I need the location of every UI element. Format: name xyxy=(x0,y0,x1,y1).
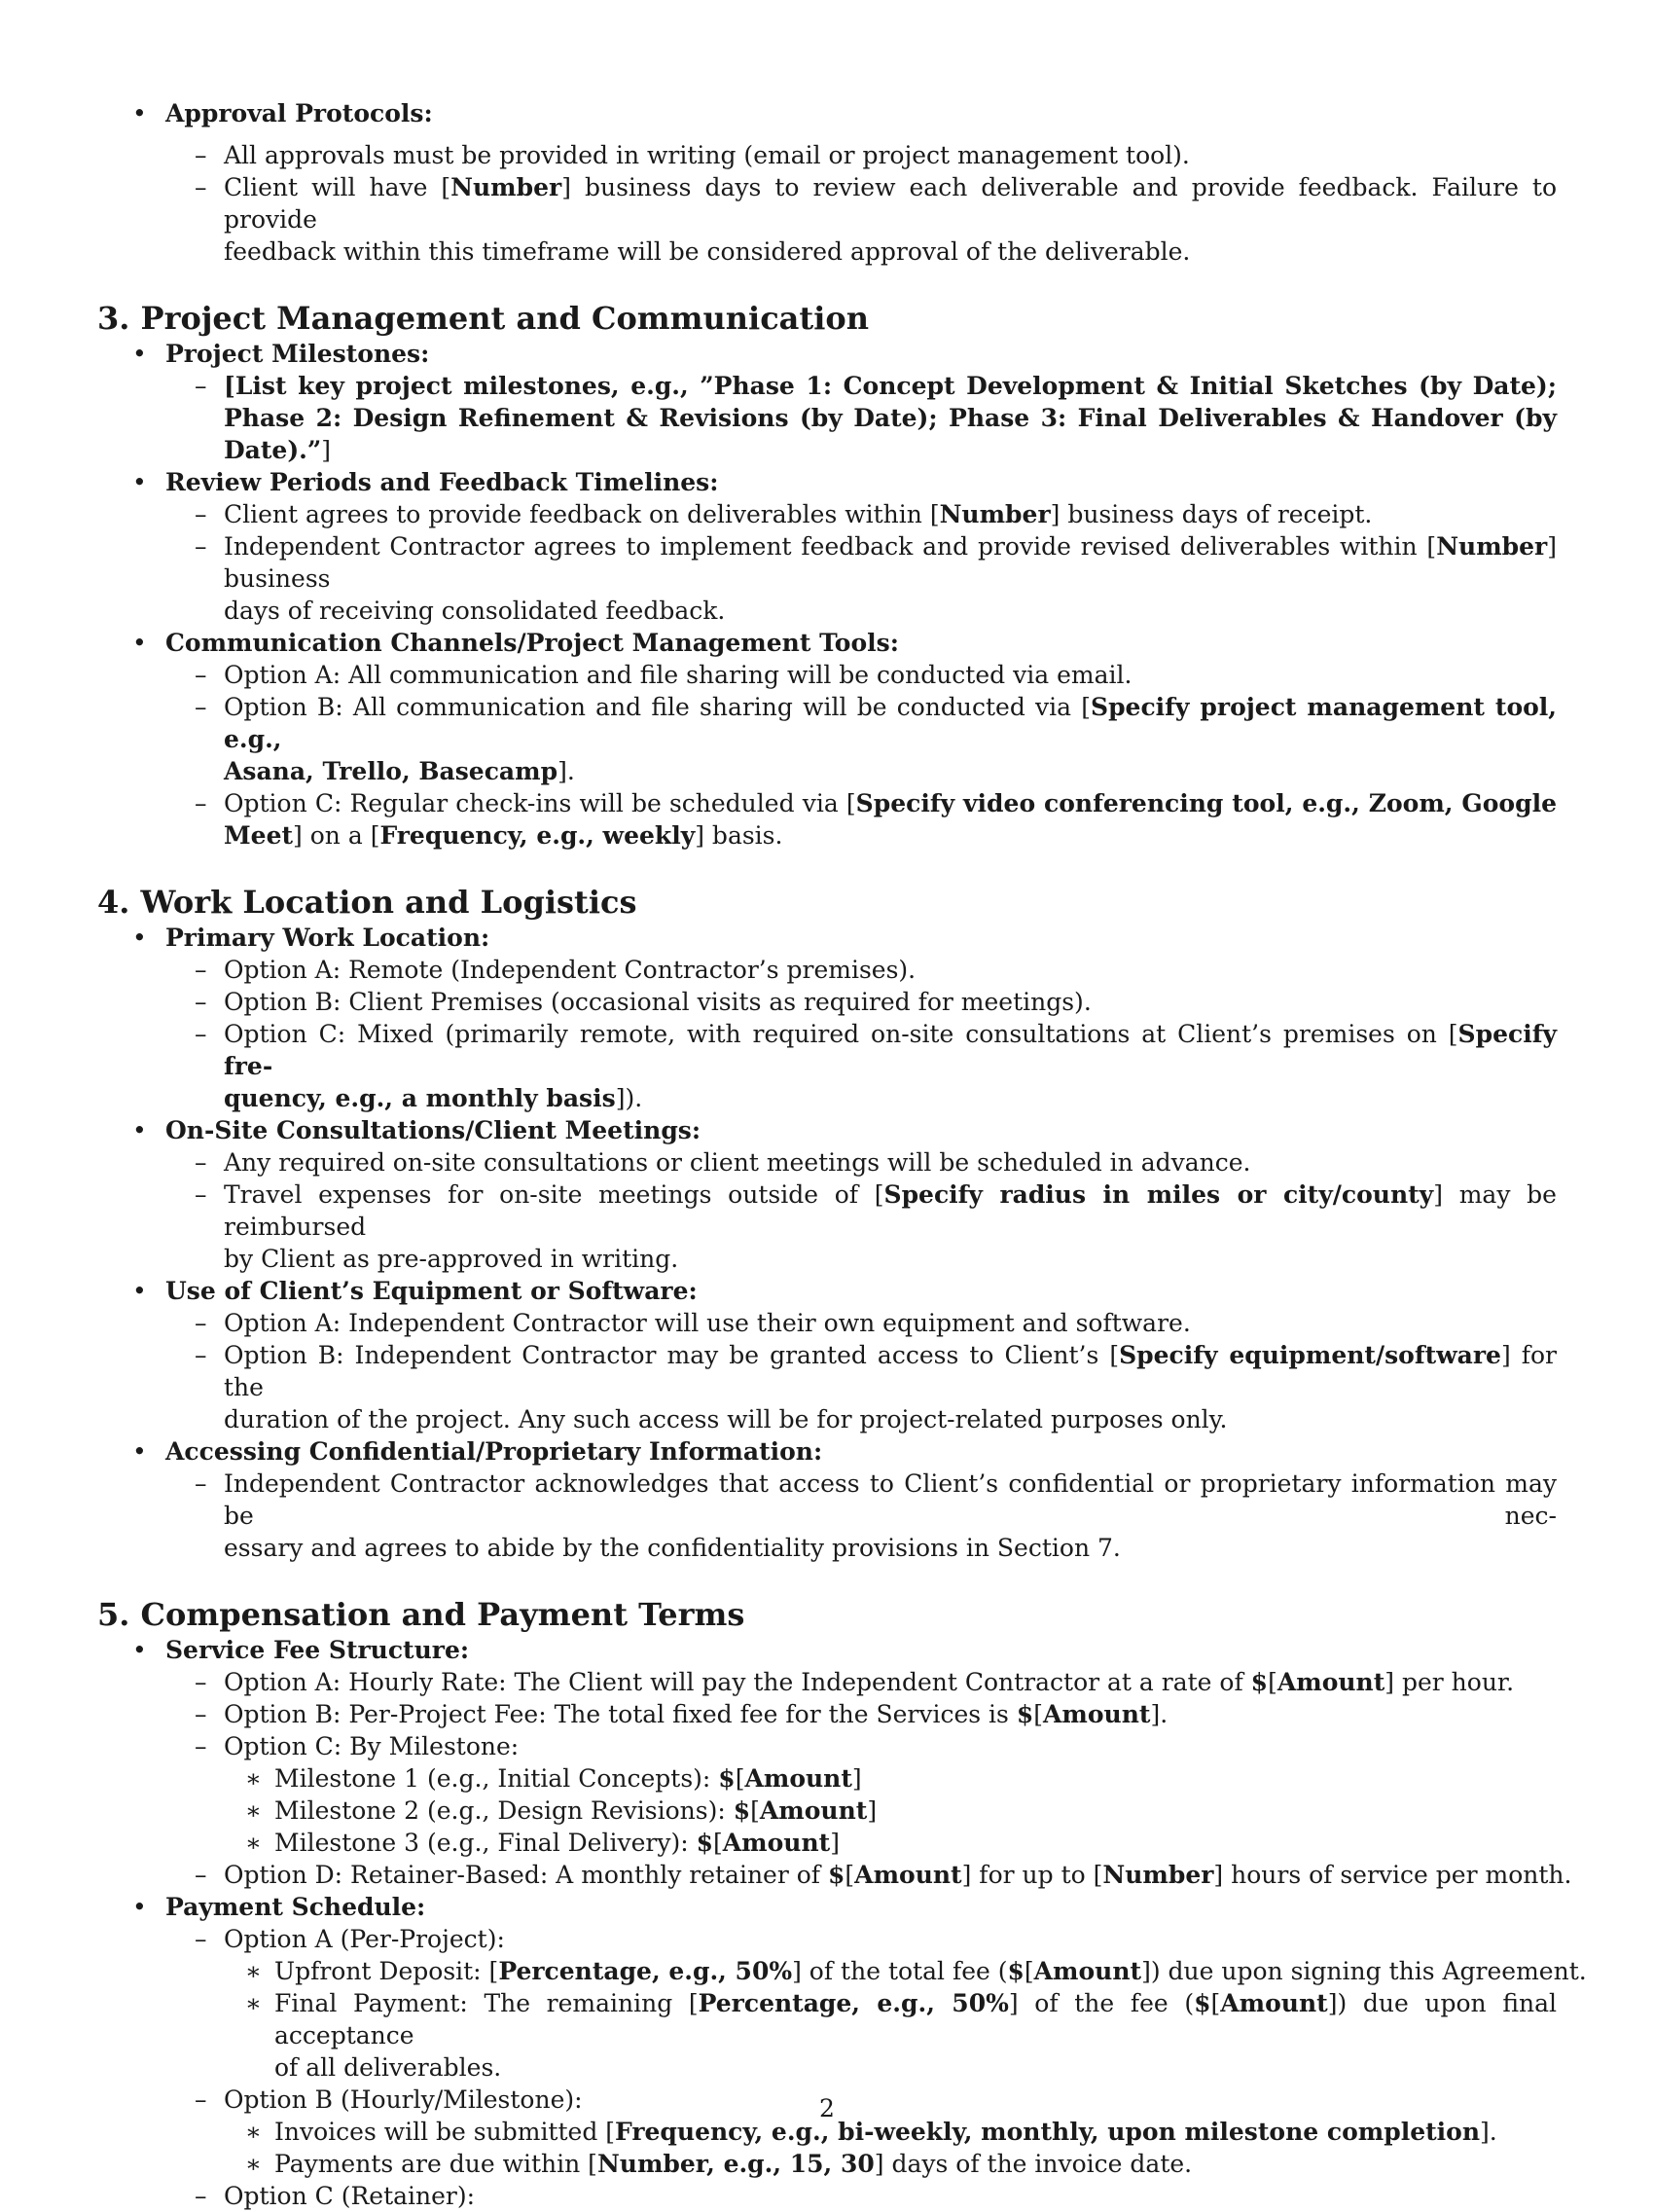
section-3-title: 3. Project Management and Communication xyxy=(97,300,869,337)
list-item-continuation: quency, e.g., a monthly basis]). xyxy=(224,1084,643,1112)
list-item-continuation: essary and agrees to abide by the confidentiality provisions in Section 7. xyxy=(224,1534,1121,1562)
list-item-continuation: Meet] on a [Frequency, e.g., weekly] basis. xyxy=(224,821,783,850)
list-item-continuation: Asana, Trello, Basecamp]. xyxy=(224,757,575,785)
list-item: – Option A: Independent Contractor will use their own equipment and software. xyxy=(195,1309,1191,1337)
sub-list-item: ∗ Invoices will be submitted [Frequency, e.g., bi-weekly, monthly, upon milestone completion]. xyxy=(245,2118,1497,2146)
sub-list-item: ∗ Milestone 1 (e.g., Initial Concepts): $[Amount] xyxy=(245,1764,862,1793)
sub-list-item-continuation: of all deliverables. xyxy=(274,2053,502,2082)
bullet-service-fee-structure: • Service Fee Structure: xyxy=(132,1636,470,1664)
list-item: – Option C: Regular check-ins will be scheduled via [Specify video conferencing tool, e.g., Zoom, Google xyxy=(195,789,1557,817)
list-item: – Option B: Independent Contractor may be granted access to Client’s [Specify equipment/software] for the xyxy=(195,1341,1557,1401)
list-item: – Independent Contractor agrees to implement feedback and provide revised deliverables within [Number] business xyxy=(195,532,1557,593)
list-item: – Option B (Hourly/Milestone): xyxy=(195,2085,583,2114)
list-item: – Option B: Client Premises (occasional visits as required for meetings). xyxy=(195,988,1092,1016)
list-item: – Any required on-site consultations or client meetings will be scheduled in advance. xyxy=(195,1148,1251,1177)
sub-list-item: ∗ Upfront Deposit: [Percentage, e.g., 50%] of the total fee ($[Amount]) due upon signing this Agreement. xyxy=(245,1957,1587,1985)
bullet-confidential-information: • Accessing Confidential/Proprietary Information: xyxy=(132,1437,823,1466)
list-item-continuation: days of receiving consolidated feedback. xyxy=(224,597,726,625)
sub-list-item: ∗ Milestone 2 (e.g., Design Revisions): $[Amount] xyxy=(245,1796,878,1825)
bullet-review-periods: • Review Periods and Feedback Timelines: xyxy=(132,468,719,496)
list-item-continuation: Phase 2: Design Refinement & Revisions (by Date); Phase 3: Final Deliverables & Handover (by xyxy=(224,404,1557,432)
section-4-title: 4. Work Location and Logistics xyxy=(97,884,637,921)
sub-list-item: ∗ Milestone 3 (e.g., Final Delivery): $[Amount] xyxy=(245,1829,840,1857)
bullet-primary-work-location: • Primary Work Location: xyxy=(132,924,490,952)
sub-list-item: ∗ Final Payment: The remaining [Percentage, e.g., 50%] of the fee ($[Amount]) due upon final acceptance xyxy=(245,1989,1557,2049)
list-item: – Option A: All communication and file sharing will be conducted via email. xyxy=(195,661,1133,689)
bullet-communication-channels: • Communication Channels/Project Management Tools: xyxy=(132,629,899,657)
page-number: 2 xyxy=(819,2094,835,2122)
bullet-payment-schedule: • Payment Schedule: xyxy=(132,1893,426,1921)
list-item: – Option B: Per-Project Fee: The total fixed fee for the Services is $[Amount]. xyxy=(195,1700,1169,1728)
list-item-continuation: by Client as pre-approved in writing. xyxy=(224,1245,679,1273)
list-item: – All approvals must be provided in writing (email or project management tool). xyxy=(195,141,1190,169)
list-item: – Option C (Retainer): xyxy=(195,2182,476,2210)
list-item: – Option C: Mixed (primarily remote, with required on-site consultations at Client’s premises on [Specify fre- xyxy=(195,1020,1557,1080)
bullet-client-equipment: • Use of Client’s Equipment or Software: xyxy=(132,1277,698,1305)
list-item: – Option D: Retainer-Based: A monthly retainer of $[Amount] for up to [Number] hours of service per month. xyxy=(195,1861,1572,1889)
list-item-continuation: duration of the project. Any such access will be for project-related purposes only. xyxy=(224,1405,1228,1433)
list-item: – Option B: All communication and file sharing will be conducted via [Specify project management tool, e.g., xyxy=(195,693,1557,753)
list-item-continuation: feedback within this timeframe will be considered approval of the deliverable. xyxy=(224,237,1191,266)
list-item: – Client will have [Number] business days to review each deliverable and provide feedback. Failure to provide xyxy=(195,173,1557,234)
sub-list-item: ∗ Payments are due within [Number, e.g., 15, 30] days of the invoice date. xyxy=(245,2150,1193,2178)
bullet-project-milestones: • Project Milestones: xyxy=(132,340,430,368)
list-item-continuation: Date).”] xyxy=(224,436,332,464)
list-item: – Option A (Per-Project): xyxy=(195,1925,505,1953)
section-5-title: 5. Compensation and Payment Terms xyxy=(97,1596,745,1633)
bullet-approval-protocols: • Approval Protocols: xyxy=(132,99,433,127)
bullet-onsite-consultations: • On-Site Consultations/Client Meetings: xyxy=(132,1116,701,1144)
list-item: – Option A: Hourly Rate: The Client will pay the Independent Contractor at a rate of $[Amount] per hour. xyxy=(195,1668,1515,1696)
list-item: – [List key project milestones, e.g., ”Phase 1: Concept Development & Initial Sketches (by Date); xyxy=(195,372,1557,400)
list-item: – Option A: Remote (Independent Contractor’s premises). xyxy=(195,956,917,984)
approval-heading: Approval Protocols: xyxy=(165,99,433,127)
list-item: – Independent Contractor acknowledges that access to Client’s confidential or proprietary information may be nec- xyxy=(195,1469,1557,1530)
list-item: – Client agrees to provide feedback on deliverables within [Number] business days of receipt. xyxy=(195,500,1373,528)
list-item: – Option C: By Milestone: xyxy=(195,1732,520,1760)
page-content xyxy=(97,97,1587,2212)
list-item: – Travel expenses for on-site meetings outside of [Specify radius in miles or city/county] may be reimbursed xyxy=(195,1180,1557,1241)
